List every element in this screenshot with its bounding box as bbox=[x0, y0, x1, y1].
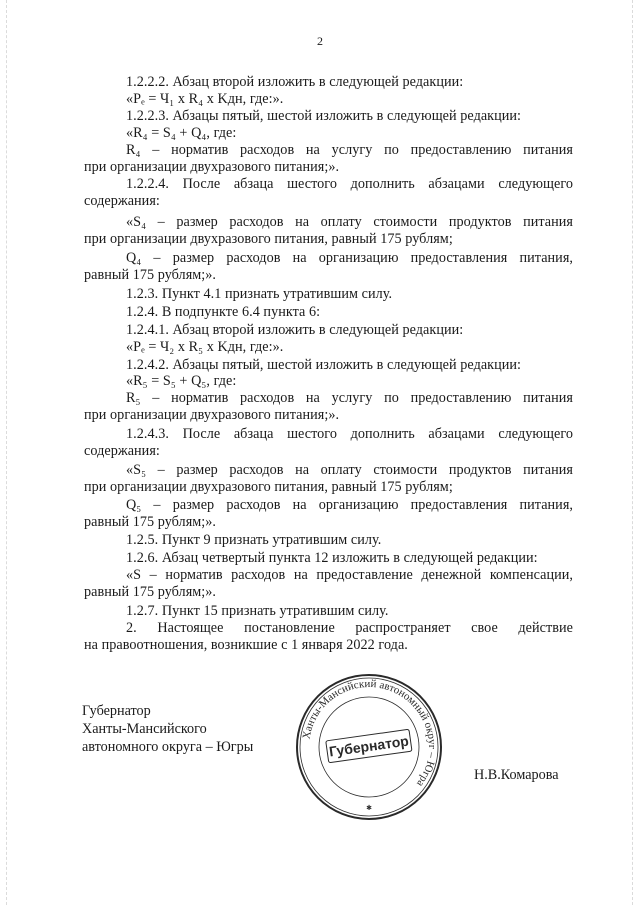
text-line: R₄ – норматив расходов на услугу по предоставлению питания bbox=[126, 142, 573, 158]
text-line: 1.2.2.4. После абзаца шестого дополнить абзацами следующего bbox=[126, 176, 573, 192]
text-line: при организации двухразового питания, равный 175 рублям; bbox=[84, 479, 453, 495]
text-line: «R₅ = S₅ + Q₅, где: bbox=[126, 373, 237, 389]
signer-position-line1: Губернатор bbox=[82, 703, 151, 719]
text-line: равный 175 рублям;». bbox=[84, 514, 217, 530]
text-line: Q₄ – размер расходов на организацию предоставления питания, bbox=[126, 250, 573, 266]
text-line: содержания: bbox=[84, 193, 160, 209]
scan-edge-right bbox=[632, 0, 634, 905]
text-line: «R₄ = S₄ + Q₄, где: bbox=[126, 125, 237, 141]
text-line: 1.2.5. Пункт 9 признать утратившим силу. bbox=[126, 532, 382, 548]
signer-name: Н.В.Комарова bbox=[474, 767, 559, 783]
seal-star-icon: ✱ bbox=[366, 805, 372, 812]
text-line: 1.2.4.2. Абзацы пятый, шестой изложить в следующей редакции: bbox=[126, 357, 522, 373]
text-line: при организации двухразового питания;». bbox=[84, 159, 340, 175]
text-line: 1.2.4.1. Абзац второй изложить в следующей редакции: bbox=[126, 322, 464, 338]
text-line: при организации двухразового питания;». bbox=[84, 407, 340, 423]
text-line: «S₄ – размер расходов на оплату стоимости продуктов питания bbox=[126, 214, 573, 230]
official-seal bbox=[294, 672, 444, 822]
text-line: 1.2.6. Абзац четвертый пункта 12 изложить в следующей редакции: bbox=[126, 550, 538, 566]
text-line: 1.2.7. Пункт 15 признать утратившим силу. bbox=[126, 603, 389, 619]
text-line: 1.2.4.3. После абзаца шестого дополнить абзацами следующего bbox=[126, 426, 573, 442]
signer-position-line2: Ханты-Мансийского bbox=[82, 721, 207, 737]
scan-edge-left bbox=[6, 0, 8, 905]
text-line: равный 175 рублям;». bbox=[84, 584, 217, 600]
text-line: R₅ – норматив расходов на услугу по предоставлению питания bbox=[126, 390, 573, 406]
seal-ring-text: Ханты-Мансийский автономный округ – Югра bbox=[300, 677, 439, 789]
text-line: «Рₑ = Ч₁ х R₄ х Kдн, где:». bbox=[126, 91, 284, 107]
text-line: Q₅ – размер расходов на организацию предоставления питания, bbox=[126, 497, 573, 513]
text-line: «Рₑ = Ч₂ х R₅ х Kдн, где:». bbox=[126, 339, 284, 355]
text-line: 1.2.2.2. Абзац второй изложить в следующей редакции: bbox=[126, 74, 464, 90]
text-line: «S₅ – размер расходов на оплату стоимости продуктов питания bbox=[126, 462, 573, 478]
text-line: 1.2.3. Пункт 4.1 признать утратившим силу. bbox=[126, 286, 393, 302]
text-line: «S – норматив расходов на предоставление денежной компенсации, bbox=[126, 567, 573, 583]
seal-center-text: Губернатор bbox=[328, 732, 410, 760]
text-line: равный 175 рублям;». bbox=[84, 267, 217, 283]
text-line: на правоотношения, возникшие с 1 января 2022 года. bbox=[84, 637, 408, 653]
page-number: 2 bbox=[317, 34, 323, 48]
signer-position-line3: автономного округа – Югры bbox=[82, 739, 254, 755]
text-line: при организации двухразового питания, равный 175 рублям; bbox=[84, 231, 453, 247]
text-line: 1.2.2.3. Абзацы пятый, шестой изложить в следующей редакции: bbox=[126, 108, 522, 124]
text-line: содержания: bbox=[84, 443, 160, 459]
text-line: 2. Настоящее постановление распространяет свое действие bbox=[126, 620, 573, 636]
text-line: 1.2.4. В подпункте 6.4 пункта 6: bbox=[126, 304, 321, 320]
